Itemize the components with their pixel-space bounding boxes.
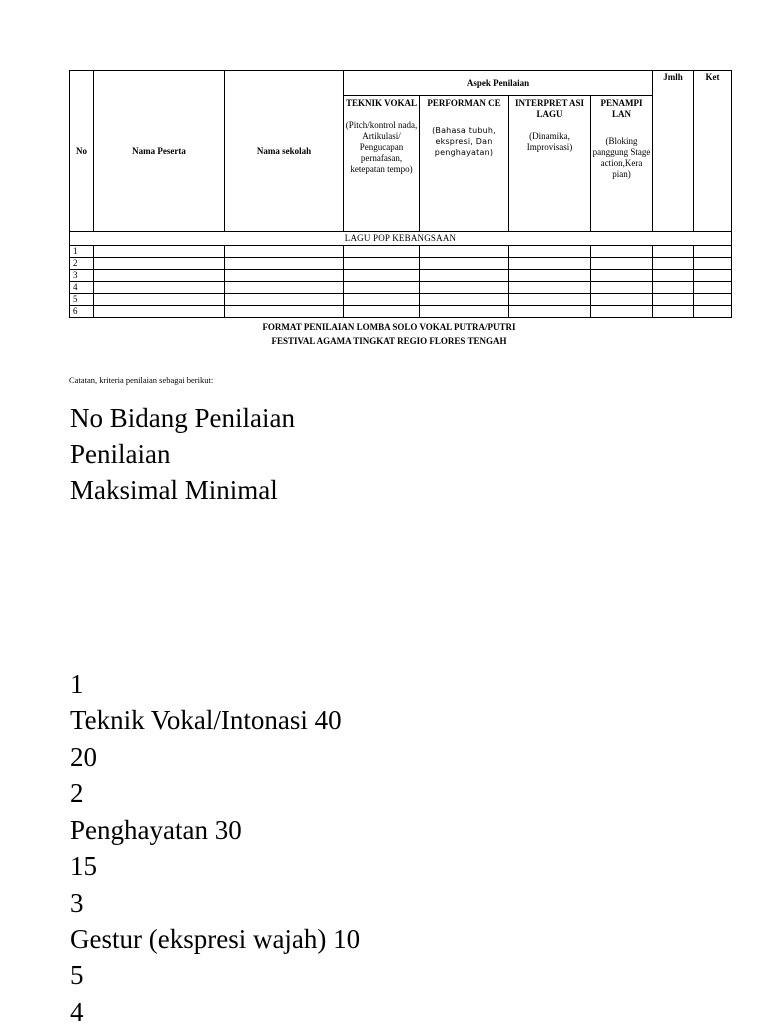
criteria-line: Penilaian (70, 439, 171, 469)
category-row: LAGU POP KEBANGSAAN (70, 232, 732, 246)
aspect-desc: (Bloking panggung Stage action,Kera pian) (592, 136, 651, 179)
aspect-title: PERFORMAN CE (427, 98, 501, 108)
aspect-desc: (Bahasa tubuh, ekspresi, Dan penghayatan) (432, 126, 496, 157)
row-number: 3 (70, 270, 94, 282)
row-number: 2 (70, 258, 94, 270)
criteria-line: Penghayatan 30 (70, 815, 242, 845)
caption-line-2: FESTIVAL AGAMA TINGKAT REGIO FLORES TENGAH (271, 336, 507, 346)
row-number: 4 (70, 282, 94, 294)
header-jmlh: Jmlh (653, 71, 694, 232)
header-ket: Ket (694, 71, 732, 232)
criteria-line: Gestur (ekspresi wajah) 10 (70, 924, 361, 954)
criteria-line: 1 (70, 669, 84, 699)
header-no: No (70, 71, 94, 232)
aspect-title: TEKNIK VOKAL (346, 98, 417, 108)
criteria-line: 20 (70, 742, 97, 772)
row-number: 5 (70, 294, 94, 306)
aspect-teknik-vokal (344, 96, 420, 232)
header-aspek-penilaian: Aspek Penilaian (344, 71, 653, 96)
aspect-interpretasi (509, 96, 591, 232)
criteria-line: Maksimal Minimal (70, 475, 278, 505)
criteria-line: 2 (70, 778, 84, 808)
row-number: 6 (70, 306, 94, 318)
criteria-note: Catatan, kriteria penilaian sebagai berikut: (69, 375, 214, 385)
header-nama-sekolah: Nama sekolah (225, 71, 344, 232)
criteria-line: 3 (70, 888, 84, 918)
header-nama-peserta: Nama Peserta (94, 71, 225, 232)
criteria-line: 5 (70, 960, 84, 990)
assessment-table (69, 70, 732, 318)
row-number: 1 (70, 246, 94, 258)
aspect-title: PENAMPI LAN (600, 98, 643, 119)
aspect-performance (420, 96, 509, 232)
criteria-line: 15 (70, 851, 97, 881)
criteria-line: Teknik Vokal/Intonasi 40 (70, 705, 342, 735)
criteria-line: No Bidang Penilaian (70, 403, 295, 433)
caption-line-1: FORMAT PENILAIAN LOMBA SOLO VOKAL PUTRA/PUTRI (262, 322, 516, 332)
criteria-line: 4 (70, 997, 84, 1027)
aspect-title: INTERPRET ASI LAGU (514, 98, 585, 119)
aspect-desc: (Dinamika, Improvisasi) (526, 131, 573, 152)
aspect-desc: (Pitch/kontrol nada, Artikulasi/ Pengucapan pernafasan, ketepatan tempo) (345, 120, 418, 174)
aspect-penampilan (591, 96, 653, 232)
